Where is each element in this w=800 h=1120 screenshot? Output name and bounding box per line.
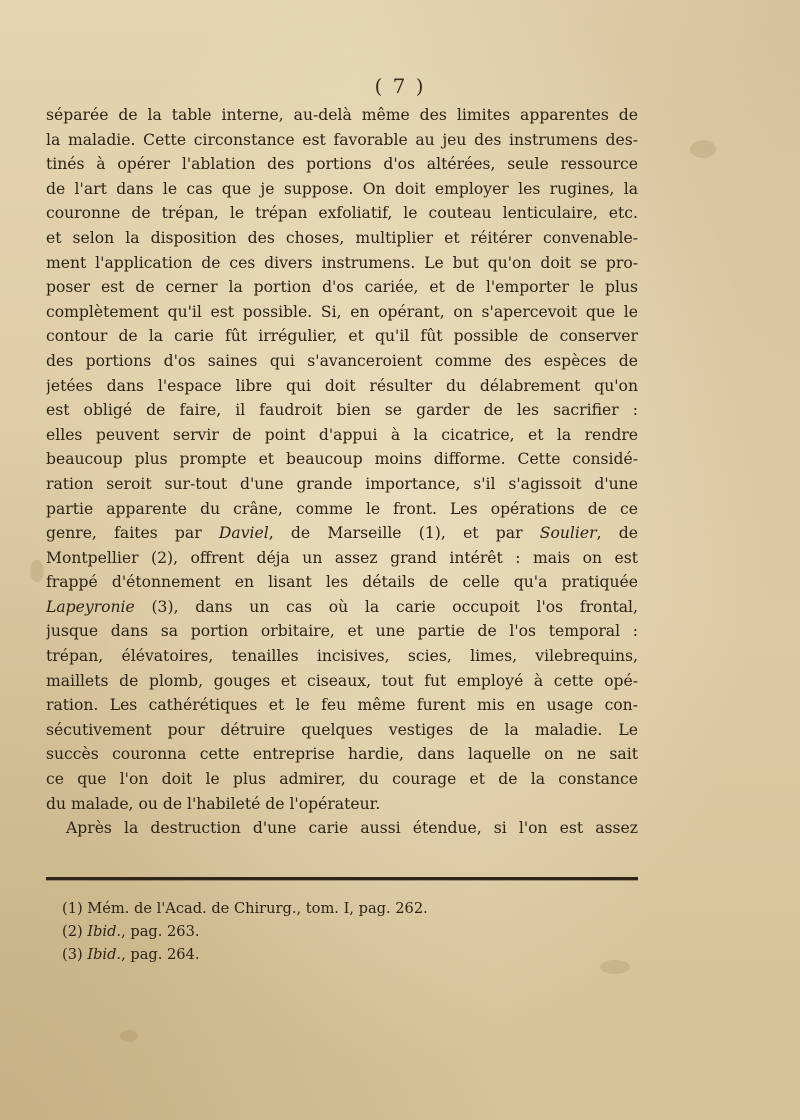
italic-name: Daviel [218, 524, 269, 543]
text-line [46, 374, 638, 399]
text-line [46, 521, 638, 546]
text-run: ration. Les cathérétiques et le feu même furent mis en usage con- [46, 696, 638, 715]
text-run: ment l'application de ces divers instrumens. Le but qu'on doit se pro- [46, 253, 638, 272]
text-line [46, 595, 638, 620]
text-line [46, 619, 638, 644]
text-line [46, 128, 638, 153]
text-line [46, 718, 638, 743]
text-run: beaucoup plus prompte et beaucoup moins difforme. Cette considé- [46, 450, 638, 469]
text-line [46, 447, 638, 472]
text-line [46, 792, 638, 817]
footnote-separator [46, 877, 638, 880]
text-line [46, 152, 638, 177]
footnote-line [62, 920, 622, 943]
text-line [46, 201, 638, 226]
text-run: elles peuvent servir de point d'appui à la cicatrice, et la rendre [46, 425, 638, 444]
paper-stain [690, 140, 716, 158]
text-line [46, 644, 638, 669]
text-run: maillets de plomb, gouges et ciseaux, tout fut employé à cette opé- [46, 671, 638, 690]
italic-name: Ibid. [87, 946, 122, 963]
text-run: poser est de cerner la portion d'os cariée, et de l'emporter le plus [46, 278, 638, 297]
text-line [46, 423, 638, 448]
text-run: sécutivement pour détruire quelques vestiges de la maladie. Le [46, 720, 638, 739]
text-run: de l'art dans le cas que je suppose. On doit employer les rugines, la [46, 179, 638, 198]
text-run: (3), dans un cas où la carie occupoit l'os frontal, [134, 597, 638, 616]
text-run: , pag. 264. [121, 946, 200, 963]
italic-name: Lapeyronie [46, 597, 135, 616]
text-run: ration seroit sur-tout d'une grande importance, s'il s'agissoit d'une [46, 474, 638, 493]
text-line [46, 226, 638, 251]
text-run: genre, faites par [46, 524, 219, 543]
text-run: ce que l'on doit le plus admirer, du courage et de la constance [46, 770, 638, 789]
text-run: du malade, ou de l'habileté de l'opérateur. [46, 794, 381, 813]
text-line [46, 546, 638, 571]
text-run: jetées dans l'espace libre qui doit résulter du délabrement qu'on [46, 376, 638, 395]
text-line [46, 275, 638, 300]
text-run: (3) [62, 946, 88, 963]
text-run: frappé d'étonnement en lisant les détails de celle qu'a pratiquée [46, 573, 638, 592]
text-run: trépan, élévatoires, tenailles incisives, scies, limes, vilebrequins, [46, 647, 638, 666]
page-number: ( 7 ) [374, 74, 426, 98]
text-run: complètement qu'il est possible. Si, en opérant, on s'apercevoit que le [46, 302, 638, 321]
text-run: contour de la carie fût irrégulier, et qu'il fût possible de conserver [46, 327, 638, 346]
text-run: est obligé de faire, il faudroit bien se garder de les sacrifier : [46, 401, 638, 420]
text-run: , de Marseille (1), et par [268, 524, 540, 543]
text-run: Après la destruction d'une carie aussi étendue, si l'on est assez [66, 819, 638, 838]
text-line [46, 251, 638, 276]
text-line [46, 472, 638, 497]
italic-name: Soulier [539, 524, 597, 543]
paper-stain [30, 560, 44, 582]
text-run: tinés à opérer l'ablation des portions d'os altérées, seule ressource [46, 155, 638, 174]
text-run: (2) [62, 923, 88, 940]
text-run: et selon la disposition des choses, multiplier et réitérer convenable- [46, 228, 638, 247]
text-line [46, 767, 638, 792]
footnote-line [62, 943, 622, 966]
text-line [46, 177, 638, 202]
italic-name: Ibid. [87, 923, 122, 940]
text-run: , de [596, 524, 638, 543]
text-line [46, 103, 638, 128]
text-run: couronne de trépan, le trépan exfoliatif, le couteau lenticulaire, etc. [46, 204, 638, 223]
text-line [46, 300, 638, 325]
footnotes [62, 897, 622, 966]
text-line [46, 693, 638, 718]
text-line [46, 324, 638, 349]
text-run: la maladie. Cette circonstance est favorable au jeu des instrumens des- [46, 130, 638, 149]
text-line [46, 497, 638, 522]
text-run: Montpellier (2), offrent déja un assez grand intérêt : mais on est [46, 548, 638, 567]
text-run: séparée de la table interne, au-delà même des limites apparentes de [46, 106, 638, 124]
text-run: succès couronna cette entreprise hardie, dans laquelle on ne sait [46, 745, 638, 764]
text-line [46, 669, 638, 694]
main-text [46, 103, 638, 841]
text-line [46, 349, 638, 374]
text-run: (1) Mém. de l'Acad. de Chirurg., tom. I, pag. 262. [62, 900, 428, 917]
text-run: des portions d'os saines qui s'avanceroient comme des espèces de [46, 351, 638, 370]
text-run: , pag. 263. [121, 923, 200, 940]
text-line [46, 570, 638, 595]
text-line [46, 816, 638, 841]
paper-stain [120, 1030, 138, 1042]
text-run: jusque dans sa portion orbitaire, et une partie de l'os temporal : [46, 622, 638, 641]
text-line [46, 398, 638, 423]
text-line [46, 742, 638, 767]
footnote-line [62, 897, 622, 920]
text-run: partie apparente du crâne, comme le front. Les opérations de ce [46, 499, 638, 518]
